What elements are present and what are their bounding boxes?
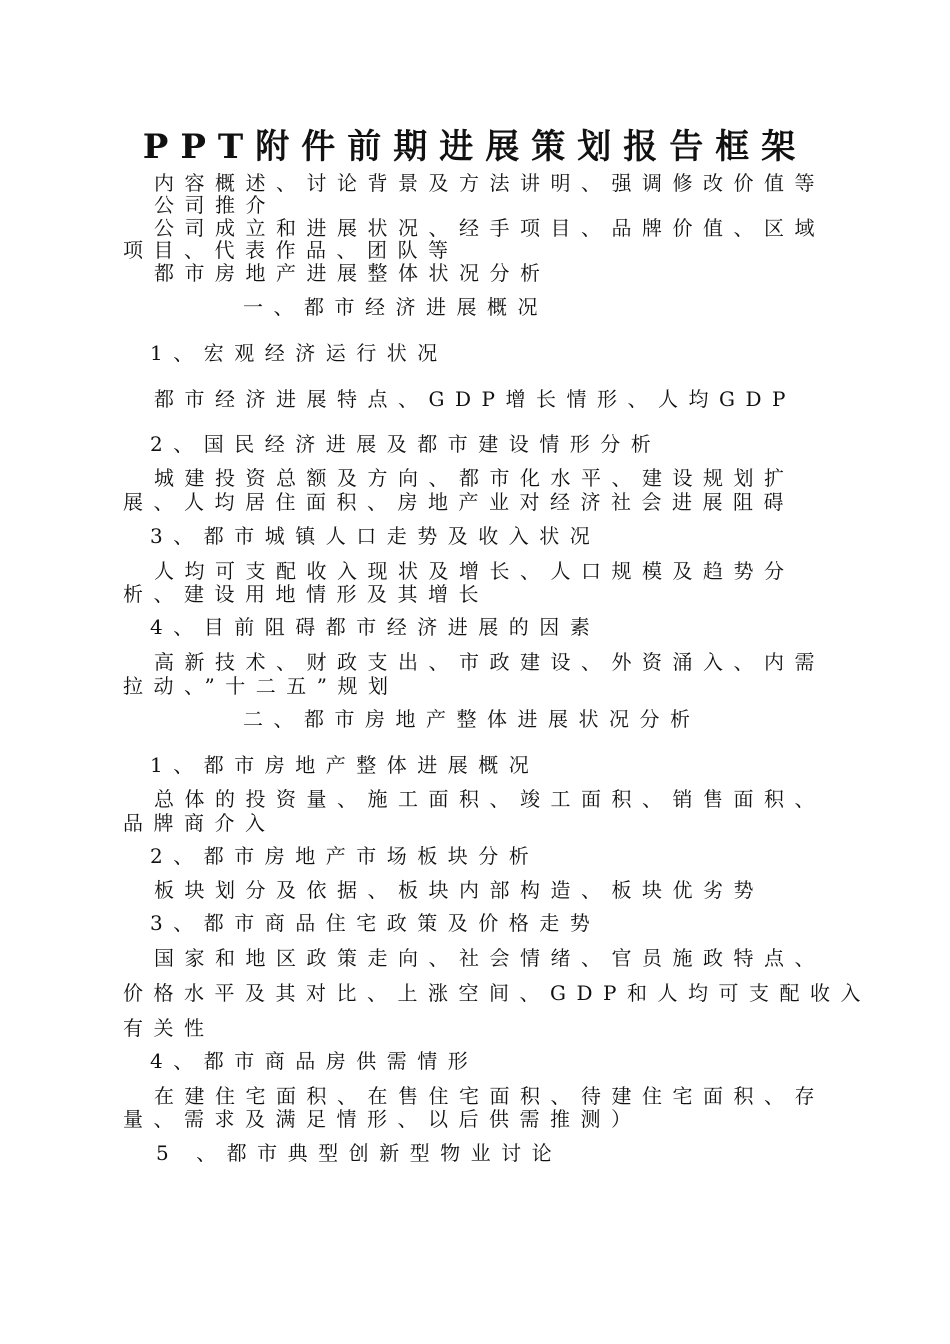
text-line: 高新技术、财政支出、市政建设、外资涌入、内需: [154, 650, 825, 674]
text-line: 析、建设用地情形及其增长: [123, 582, 489, 606]
subsection-heading: 1、宏观经济运行状况: [150, 341, 448, 365]
text-line: 项目、代表作品、团队等: [123, 238, 459, 262]
text-line: 都市房地产进展整体状况分析: [154, 261, 551, 285]
subsection-heading: 4、都市商品房供需情形: [150, 1049, 479, 1073]
text-line: 城建投资总额及方向、都市化水平、建设规划扩: [154, 466, 795, 490]
subsection-heading: 3、都市城镇人口走势及收入状况: [150, 524, 601, 548]
subsection-heading: 4、目前阻碍都市经济进展的因素: [150, 615, 601, 639]
text-line: 公司成立和进展状况、经手项目、品牌价值、区域: [154, 216, 825, 240]
text-line: 都市经济进展特点、GDP增长情形、人均GDP: [154, 387, 796, 411]
text-line: 人均可支配收入现状及增长、人口规模及趋势分: [154, 559, 795, 583]
subsection-heading: 5 、都市典型创新型物业讨论: [156, 1141, 563, 1165]
subsection-heading: 1、都市房地产整体进展概况: [150, 753, 540, 777]
text-line: 板块划分及依据、板块内部构造、板块优劣势: [154, 878, 764, 902]
section-heading: 一、都市经济进展概况: [243, 295, 548, 319]
text-line: 总体的投资量、施工面积、竣工面积、销售面积、: [154, 787, 825, 811]
text-line: 价格水平及其对比、上涨空间、GDP和人均可支配收入: [123, 981, 871, 1005]
text-line: 展、人均居住面积、房地产业对经济社会进展阻碍: [123, 490, 794, 514]
section-heading: 二、都市房地产整体进展状况分析: [243, 707, 701, 731]
subsection-heading: 2、国民经济进展及都市建设情形分析: [150, 432, 662, 456]
text-line: 公司推介: [154, 193, 276, 217]
text-line: 拉动、”十二五”规划: [123, 674, 399, 698]
text-line: 国家和地区政策走向、社会情绪、官员施政特点、: [154, 946, 825, 970]
document-title: PPT附件前期进展策划报告框架: [142, 127, 808, 167]
text-line: 量、需求及满足情形、以后供需推测）: [123, 1107, 642, 1131]
text-line: 品牌商介入: [123, 811, 276, 835]
subsection-heading: 3、都市商品住宅政策及价格走势: [150, 911, 601, 935]
text-line: 在建住宅面积、在售住宅面积、待建住宅面积、存: [154, 1084, 825, 1108]
text-line: 内容概述、讨论背景及方法讲明、强调修改价值等: [154, 171, 825, 195]
subsection-heading: 2、都市房地产市场板块分析: [150, 844, 540, 868]
text-line: 有关性: [123, 1016, 215, 1040]
